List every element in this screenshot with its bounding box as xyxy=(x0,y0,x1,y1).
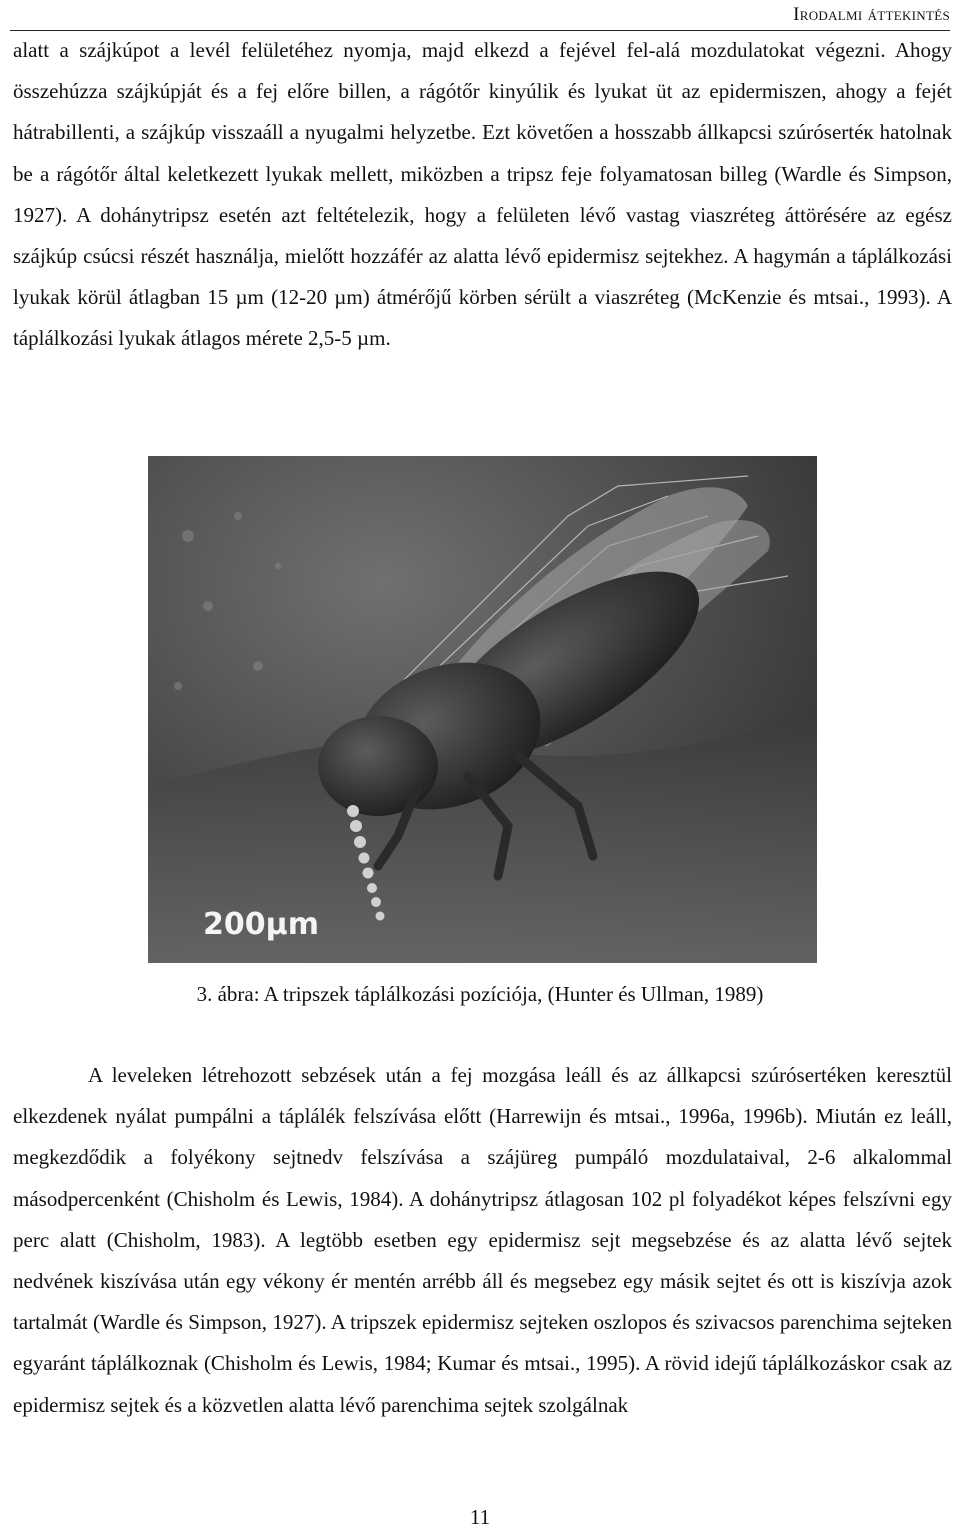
page-number: 11 xyxy=(469,1505,491,1529)
figure-caption: 3. ábra: A tripszek táplálkozási pozíciója, (Hunter és Ullman, 1989) xyxy=(196,982,764,1006)
sem-micrograph-thrips xyxy=(148,456,817,963)
thrips-head xyxy=(318,716,438,816)
paragraph-1: alatt a szájkúpot a levél felületéhez nyomja, majd elkezd a fejével fel-alá mozdulatokat végezni. Ahogy összehúzza szájkúpját és a fej előre billen, a rágótőr kinyúlik és lyukat üt az epidermiszen, ahogy a fejét hátrabillenti, a szájkúp visszaáll a nyugalmi helyzetbe. Ezt követően a hosszabb állkapcsi szúrósertéк hatolnak be a rágótőr által keletkezett lyukak mellett, miközben a tripsz feje folyamatosan billeg (Wardle és Simpson, 1927). A dohánytripsz esetén azt feltételezik, hogy a felületen lévő vastag viaszréteg áttörésére az egész szájkúp csúcsi részét használja, mielőtt hozzáfér az alatta lévő epidermisz sejtekhez. A hagymán a táplálkozási lyukak körül átlagban 15 µm (12-20 µm) átmérőjű körben sérült a viaszréteg (McKenzie és mtsai., 1993). A táplálkozási lyukak átlagos mérete 2,5-5 µm. xyxy=(13,38,952,351)
scale-bar-label: 200µm xyxy=(203,907,319,942)
paragraph-2: A leveleken létrehozott sebzések után a fej mozgása leáll és az állkapcsi szúrósertéken keresztül elkezdenek nyálat pumpálni a táplálék felszívása előtt (Harrewijn és mtsai., 1996a, 1996b). Miután ez leáll, megkezdődik a folyékony sejtnedv felszívása a szájüreg pumpáló mozdulataival, 2-6 alkalommal másodpercenként (Chisholm és Lewis, 1984). A dohánytripsz átlagosan 102 pl folyadékot képes felszívni egy perc alatt (Chisholm, 1983). A legtöbb esetben egy epidermisz sejt megsebzése és az alatta lévő sejtek nedvének kiszívása után egy vékony ér mentén arrébb áll és megsebez egy másik sejtet és ott is kiszívja azok tartalmát (Wardle és Simpson, 1927). A tripszek epidermisz sejteken oszlopos és szivacsos parenchima sejteken egyaránt táplálkoznak (Chisholm és Lewis, 1984; Kumar és mtsai., 1995). A rövid idejű táplálkozáskor csak az epidermisz sejtek és a közvetlen alatta lévő parenchima sejtek szolgálnak xyxy=(13,1063,952,1417)
running-header xyxy=(10,0,950,31)
section-title: Irodalmi áttekintés xyxy=(793,4,950,25)
